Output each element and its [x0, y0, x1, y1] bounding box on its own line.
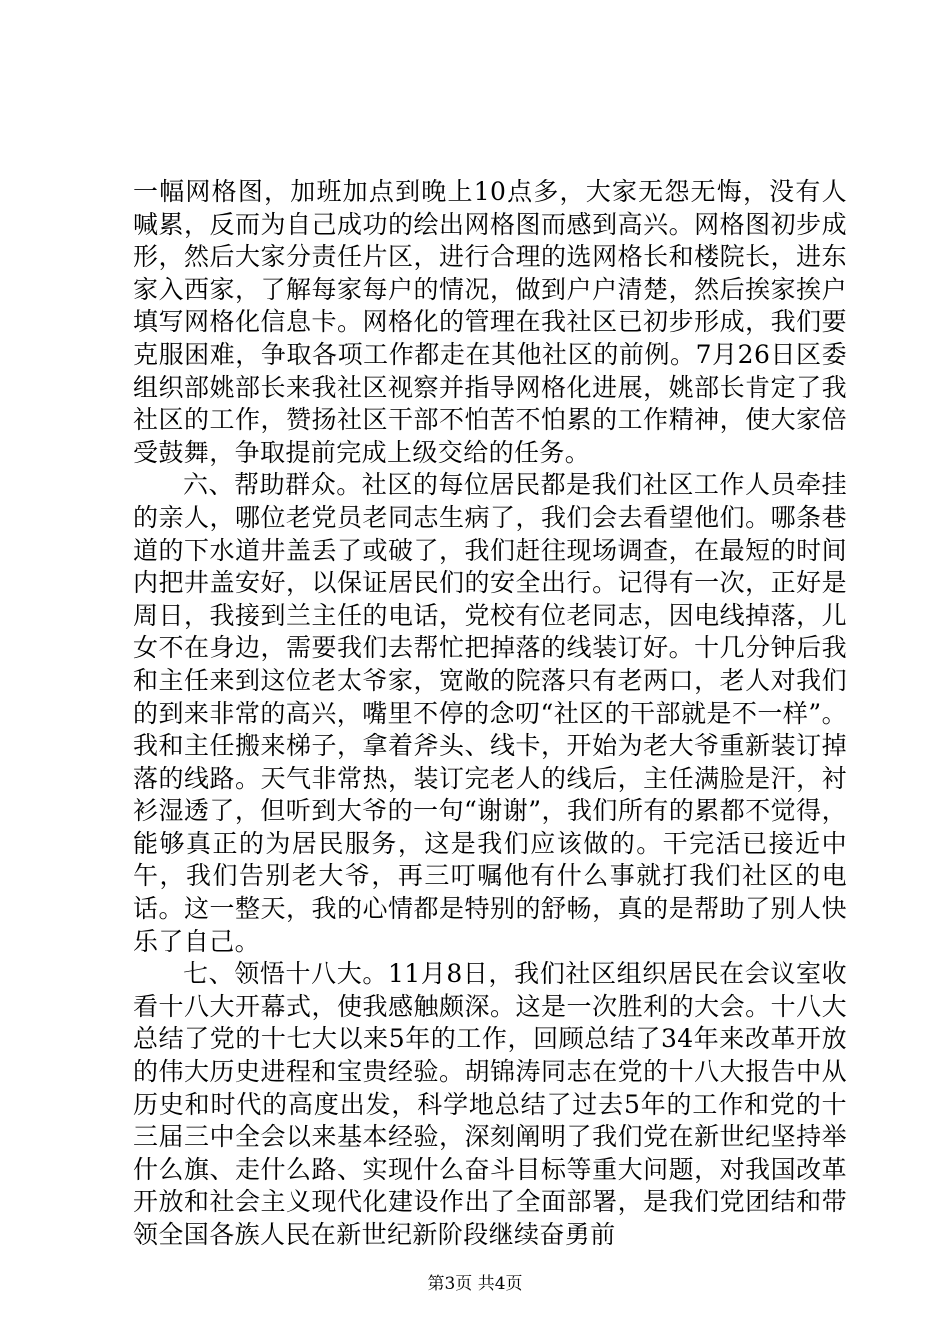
paragraph-eighteenth-congress: 七、领悟十八大。11月8日，我们社区组织居民在会议室收看十八大开幕式，使我感触颇深。这是一次胜利的大会。十八大总结了党的十七大以来5年的工作，回顾总结了34年来改革开放的伟大历史进程和宝贵经验。胡锦涛同志在党的十八大报告中从历史和时代的高度出发，科学地总结了过去5年的工作和党的十三届三中全会以来基本经验，深刻阐明了我们党在新世纪坚持举什么旗、走什么路、实现什么奋斗目标等重大问题，对我国改革开放和社会主义现代化建设作出了全面部署，是我们党团结和带领全国各族人民在新世纪新阶段继续奋勇前	[133, 959, 847, 1249]
page-footer: 第3页 共4页	[427, 1274, 523, 1294]
document-body	[133, 176, 847, 1252]
paragraph-grid-map: 一幅网格图，加班加点到晚上10点多，大家无怨无悔，没有人喊累，反而为自己成功的绘出网格图而感到高兴。网格图初步成形，然后大家分责任片区，进行合理的选网格长和楼院长，进东家入西家，了解每家每户的情况，做到户户清楚，然后挨家挨户填写网格化信息卡。网格化的管理在我社区已初步形成，我们要克服困难，争取各项工作都走在其他社区的前例。7月26日区委组织部姚部长来我社区视察并指导网格化进展，姚部长肯定了我社区的工作，赞扬社区干部不怕苦不怕累的工作精神，使大家倍受鼓舞，争取提前完成上级交给的任务。	[133, 177, 847, 467]
paragraph-helping-residents: 六、帮助群众。社区的每位居民都是我们社区工作人员牵挂的亲人，哪位老党员老同志生病了，我们会去看望他们。哪条巷道的下水道井盖丢了或破了，我们赶往现场调查，在最短的时间内把井盖安好，以保证居民们的安全出行。记得有一次，正好是周日，我接到兰主任的电话，党校有位老同志，因电线掉落，儿女不在身边，需要我们去帮忙把掉落的线装订好。十几分钟后我和主任来到这位老太爷家，宽敞的院落只有老两口，老人对我们的到来非常的高兴，嘴里不停的念叨“社区的干部就是不一样”。我和主任搬来梯子，拿着斧头、线卡，开始为老大爷重新装订掉落的线路。天气非常热，装订完老人的线后，主任满脸是汗，衬衫湿透了，但听到大爷的一句“谢谢”，我们所有的累都不觉得，能够真正的为居民服务，这是我们应该做的。干完活已接近中午，我们告别老大爷，再三叮嘱他有什么事就打我们社区的电话。这一整天，我的心情都是特别的舒畅，真的是帮助了别人快乐了自己。	[133, 470, 847, 956]
